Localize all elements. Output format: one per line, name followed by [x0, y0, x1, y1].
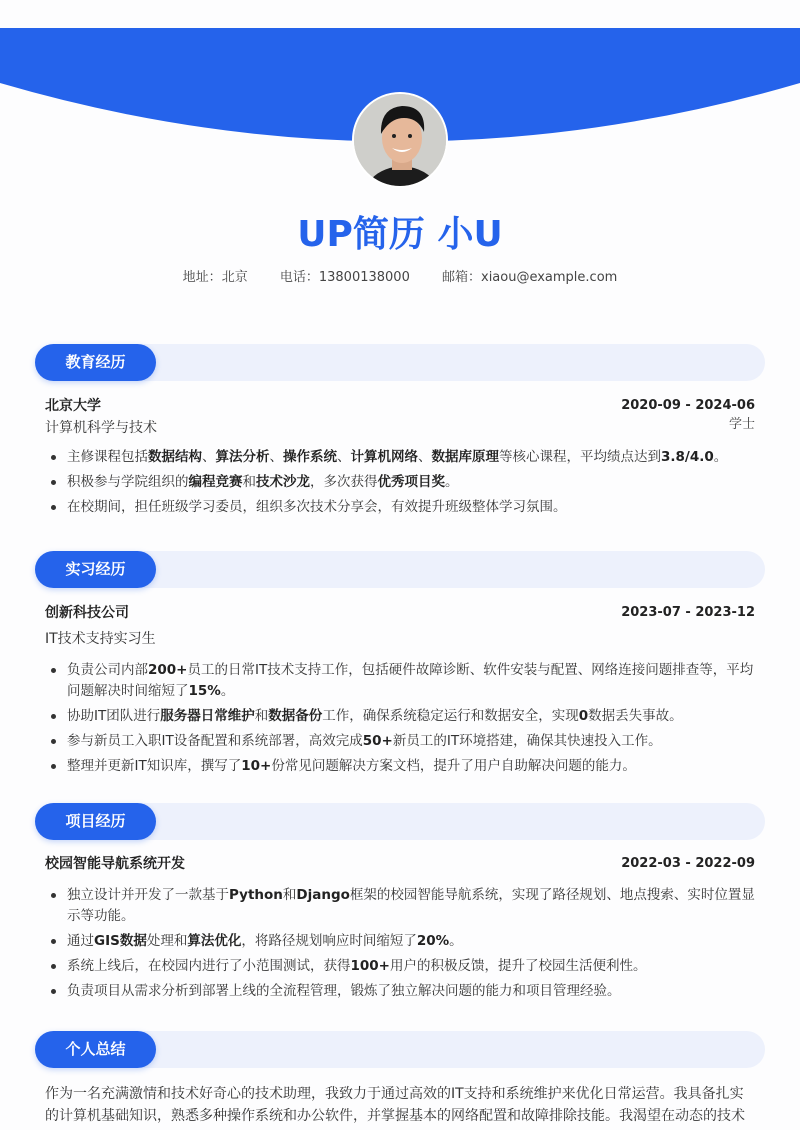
section-header	[35, 344, 765, 381]
contact-info	[0, 268, 800, 288]
bullet-item	[45, 706, 755, 727]
text: 系统上线后，在校园内进行了小范围测试，获得	[67, 958, 351, 974]
text: 。	[449, 933, 463, 949]
bold-text: 数据备份	[268, 708, 323, 724]
bullet-item	[45, 885, 755, 927]
summary-section	[35, 1031, 765, 1127]
text: 。	[220, 683, 235, 699]
bullet-item	[45, 756, 755, 777]
bold-text: 0	[578, 708, 589, 724]
bullet-item	[45, 931, 755, 952]
text: 整理并更新IT知识库，撰写了	[67, 758, 242, 774]
contact-address: 地址：北京	[182, 270, 248, 285]
bold-text: 算法优化	[187, 933, 242, 949]
bold-text: 100+	[350, 958, 390, 974]
degree: 学士	[728, 417, 755, 432]
project-bullets	[45, 885, 755, 1002]
bold-text: 计算机网络	[350, 449, 418, 465]
bold-text: 数据库原理	[431, 449, 499, 465]
bold-text: 编程竞赛	[188, 474, 243, 490]
text: 协助IT团队进行	[67, 708, 161, 724]
text: 独立设计并开发了一款基于	[67, 887, 229, 903]
candidate-name: UP简历 小U	[297, 214, 503, 255]
bold-text: 50+	[362, 733, 393, 749]
section-header	[35, 803, 765, 840]
project-name: 校园智能导航系统开发	[45, 856, 185, 872]
text: 份常见问题解决方案文档，提升了用户自助解决问题的能力。	[271, 758, 636, 774]
bold-text: 10+	[241, 758, 272, 774]
text: 、	[202, 449, 216, 465]
text: 框架的校园智能导航系统，实现了路径规划、地点搜索、实时位置显示等功能。	[67, 887, 755, 924]
summary-text: 作为一名充满激情和技术好奇心的技术助理，我致力于通过高效的IT支持和系统维护来优化日常运营。我具备扎实的计算机基础知识，熟悉多种操作系统和办公软件，并掌握基本的网络配置和故障排除技能。我渴望在动态的技术	[45, 1086, 745, 1124]
text: 用户的积极反馈，提升了校园生活便利性。	[390, 958, 647, 974]
bullet-item	[45, 472, 755, 493]
major: 计算机科学与技术	[45, 420, 157, 436]
bullet-item	[45, 660, 755, 702]
contact-phone: 电话：13800138000	[279, 270, 410, 285]
bold-text: 3.8/4.0	[661, 449, 714, 465]
text: 负责公司内部	[67, 662, 148, 678]
text: 新员工的IT环境搭建，确保其快速投入工作。	[392, 733, 662, 749]
bold-text: 15%	[188, 683, 221, 699]
bold-text: GIS数据	[94, 933, 147, 949]
project-date: 2022-03 - 2022-09	[621, 856, 755, 871]
bullet-item	[45, 981, 755, 1002]
internship-bullets	[45, 660, 755, 777]
bullet-item	[45, 447, 755, 468]
section-header	[35, 1031, 765, 1068]
section-header	[35, 551, 765, 588]
contact-email: 邮箱：xiaou@example.com	[441, 270, 618, 285]
text: 数据丢失事故。	[588, 708, 683, 724]
text: 负责项目从需求分析到部署上线的全流程管理，锻炼了独立解决问题的能力和项目管理经验。	[67, 983, 621, 999]
bold-text: 数据结构	[148, 449, 202, 465]
bold-text: 优秀项目奖	[377, 474, 445, 490]
text: 参与新员工入职IT设备配置和系统部署，高效完成	[67, 733, 363, 749]
bold-text: 操作系统	[283, 449, 337, 465]
text: 。	[713, 449, 728, 465]
bold-text: Django	[296, 887, 350, 903]
role: IT技术支持实习生	[45, 631, 156, 647]
internship-section	[35, 551, 765, 781]
text: ，将路径规划响应时间缩短了	[241, 933, 417, 949]
text: 在校期间，担任班级学习委员，组织多次技术分享会，有效提升班级整体学习氛围。	[67, 499, 567, 515]
education-date: 2020-09 - 2024-06	[621, 398, 755, 413]
text: 通过	[67, 933, 94, 949]
bold-text: 200+	[148, 662, 188, 678]
bold-text: 算法分析	[215, 449, 270, 465]
section-title: 教育经历	[35, 344, 156, 381]
text: 处理和	[146, 933, 188, 949]
text: 员工的日常IT技术支持工作，包括硬件故障诊断、软件安装与配置、网络连接问题排查等，平均问题解决时间缩短了	[67, 662, 754, 699]
bullet-item	[45, 731, 755, 752]
text: 工作，确保系统稳定运行和数据安全，实现	[322, 708, 579, 724]
bold-text: 20%	[416, 933, 450, 949]
internship-date: 2023-07 - 2023-12	[621, 605, 755, 620]
avatar	[352, 92, 448, 188]
project-section	[35, 803, 765, 1006]
section-title: 实习经历	[35, 551, 156, 588]
school-name: 北京大学	[45, 398, 101, 414]
text: 和	[242, 474, 256, 490]
text: 。	[445, 474, 459, 490]
text: 和	[254, 708, 269, 724]
bullet-item	[45, 497, 755, 518]
education-section	[35, 344, 765, 522]
text: 、	[269, 449, 283, 465]
company-name: 创新科技公司	[45, 605, 129, 621]
bold-text: 服务器日常维护	[160, 708, 255, 724]
text: 和	[282, 887, 297, 903]
bold-text: Python	[229, 887, 283, 903]
text: 积极参与学院组织的	[67, 474, 189, 490]
section-title: 项目经历	[35, 803, 156, 840]
text: 等核心课程，平均绩点达到	[499, 449, 661, 465]
text: 、	[418, 449, 432, 465]
text: 、	[337, 449, 351, 465]
text: 主修课程包括	[67, 449, 148, 465]
text: ，多次获得	[310, 474, 378, 490]
section-title: 个人总结	[35, 1031, 156, 1068]
education-bullets	[45, 447, 755, 518]
bullet-item	[45, 956, 755, 977]
bold-text: 技术沙龙	[256, 474, 310, 490]
